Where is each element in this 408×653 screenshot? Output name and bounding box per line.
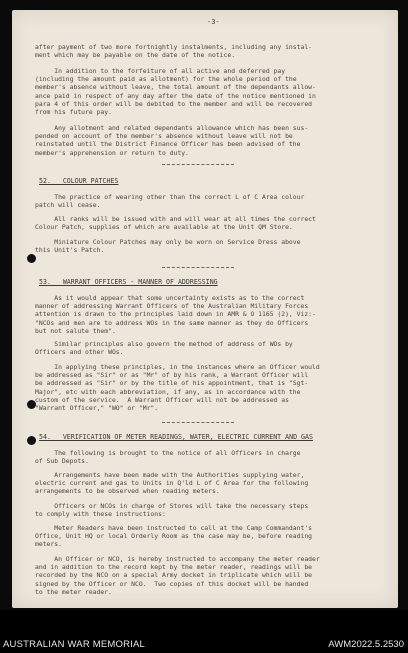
section-divider xyxy=(162,164,234,165)
punch-hole xyxy=(27,254,36,263)
section-divider xyxy=(162,267,234,268)
paragraph: Similar principles also govern the method of address of WOs by Officers and other WOs. xyxy=(35,340,293,357)
paragraph: As it would appear that some uncertainty exists as to the correct manner of addressing Warrant Officers of the Australian Military Forces attention is drawn to the principles laid down in AMR & O 1165 (2), Viz:- "NCOs and men are to address WOs in the same manner as they do Officers but not salute them". xyxy=(35,294,316,335)
section-52-heading: 52. COLOUR PATCHES xyxy=(39,177,119,185)
punch-hole xyxy=(27,436,36,445)
paragraph: after payment of two more fortnightly instalments, including any instal- ment which may be payable on the date of the notice. xyxy=(35,43,313,60)
paragraph: Officers or NCOs in charge of Stores will take the necessary steps to comply with these instructions: xyxy=(35,502,309,519)
paragraph: The practice of wearing other than the correct L of C Area colour patch will cease. xyxy=(35,193,305,210)
footer-accession-number: AWM2022.5.2530 xyxy=(328,639,404,650)
paragraph: Miniature Colour Patches may only be worn on Service Dress above this Unit's Patch. xyxy=(35,238,301,255)
document-page xyxy=(12,10,398,608)
section-54-heading: 54. VERIFICATION OF METER READINGS, WATER, ELECTRIC CURRENT AND GAS xyxy=(39,433,313,441)
paragraph: All ranks will be issued with and will wear at all times the correct Colour Patch, supplies of which are available at the Unit QM Store. xyxy=(35,215,316,232)
paragraph: In applying these principles, in the instances where an Officer would be addressed as "Sir" or as "Mr" of by his rank, a Warrant Officer will be addressed as "Sir" or by the title of his appointment, that is "Sgt- Major", etc with each abbreviation, if any, as in accordance with the custom of the service. A Warrant Officer will not be addressed as "Warrant Officer," "WO" or "Mr". xyxy=(35,363,320,413)
paragraph: Any allotment and related dependants allowance which has been sus- pended on account of the member's absence without leave will not be reinstated until the District Finance Officer has been advised of the member's apprehension or return to duty. xyxy=(35,124,309,157)
section-53-heading: 53. WARRANT OFFICERS - MANNER OF ADDRESSING xyxy=(39,278,218,286)
paragraph: Arrangements have been made with the Authorities supplying water, electric current and gas to Units in Q'ld L of C Area for the following arrangements to be observed when reading meters. xyxy=(35,471,309,496)
paragraph: An Officer or NCO, is hereby instructed to accompany the meter reader and in addition to the record kept by the meter reader, readings will be recorded by the NCO on a special Army docket in triplicate which will be signed by the Officer or NCO. Two copies of this docket will be handed to the meter reader. xyxy=(35,555,320,596)
paragraph: Meter Readers have been instructed to call at the Camp Commandant's Office, Unit HQ or local Orderly Room as the case may be, before reading meters. xyxy=(35,524,313,549)
section-divider xyxy=(162,422,234,423)
footer-credit: AUSTRALIAN WAR MEMORIAL xyxy=(3,639,146,650)
page-number: -3- xyxy=(207,18,220,26)
footer-bar xyxy=(0,610,408,653)
paragraph: The following is brought to the notice of all Officers in charge of Sub Depots. xyxy=(35,449,301,466)
paragraph: In addition to the forfeiture of all active and deferred pay (including the amount paid as allotment) for the whole period of the member's absence without leave, the total amount of the dependants allow- ance paid in respect of any day after the date of the notice mentioned in para 4 of this order will be debited to the member and will be recovered from his future pay. xyxy=(35,67,316,117)
